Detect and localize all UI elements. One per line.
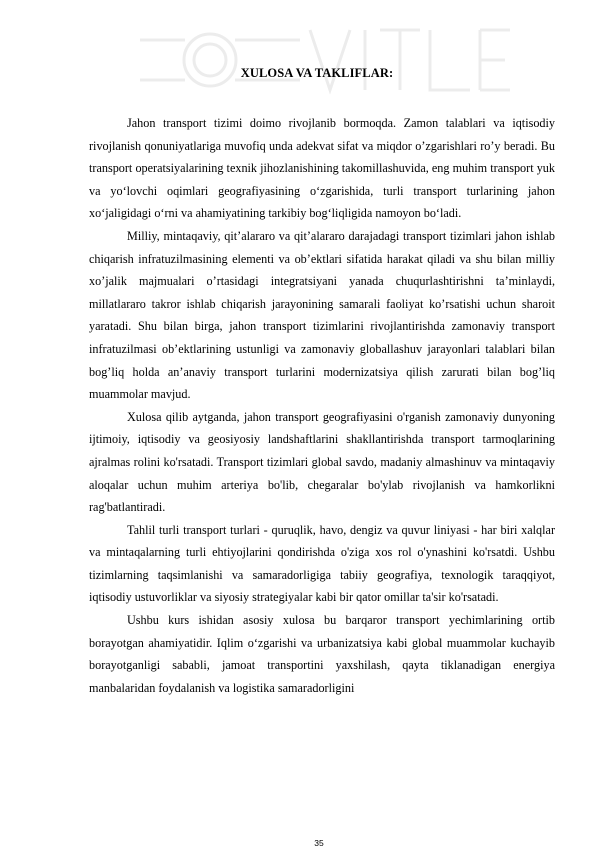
page-number: 35: [314, 838, 324, 848]
section-title: XULOSA VA TAKLIFLAR:: [240, 66, 394, 80]
paragraph: Milliy, mintaqaviy, qit’alararo va qit’alararo darajadagi transport tizimlari jahon ishlab chiqarish infratuzilmasining elementi va ob’ektlari sifatida harakat qiladi va shu bilan milliy xo’jalik majmualari o’rtasidagi integratsiyani yanada chuqurlashtirishni ta’minlaydi, millatlararo takror ishlab chiqarish jarayonining samarali faoliyat ko’rsatishi uchun sharoit yaratadi. Shu bilan birga, jahon transport tizimlarini rivojlantirishda zamonaviy transport infratuzilmasi ob’ektlarining ustunligi va zamonaviy globallashuv jarayonlari talablari bilan bog’liq holda an’anaviy transport turlarini modernizatsiya qilish zarurati bilan bog’liq muammolar mavjud.: [89, 228, 555, 402]
body-text: [89, 112, 555, 699]
paragraph: Xulosa qilib aytganda, jahon transport geografiyasini o'rganish zamonaviy dunyoning ijtimoiy, iqtisodiy va geosiyosiy landshaftlarini shakllantirishda transport tarmoqlarining ajralmas rolini ko'rsatadi. Transport tizimlari global savdo, madaniy almashinuv va mintaqaviy aloqalar uchun muhim arteriya bo'lib, chegaralar bo'ylab rivojlanish va hamkorlikni rag'batlantiradi.: [89, 409, 555, 515]
paragraph: Ushbu kurs ishidan asosiy xulosa bu barqaror transport yechimlarining ortib borayotgan ahamiyatidir. Iqlim o‘zgarishi va urbanizatsiya kabi global muammolar kuchayib borayotganligi sababli, jamoat transportini yaxshilash, qayta tiklanadigan energiya manbalaridan foydalanish va logistika samaradorligini: [89, 613, 555, 695]
paragraph: Tahlil turli transport turlari - quruqlik, havo, dengiz va quvur liniyasi - har biri xalqlar va mintaqalarning turli ehtiyojlarini qondirishda o'ziga xos rol o'ynashini ko'rsatdi. Ushbu tizimlarning taqsimlanishi va samaradorligiga tabiiy geografiya, texnologik taraqqiyot, iqtisodiy ustuvorliklar va siyosiy strategiyalar kabi bir qator omillar ta'sir ko'rsatadi.: [89, 522, 555, 605]
paragraph: Jahon transport tizimi doimo rivojlanib bormoqda. Zamon talablari va iqtisodiy rivojlanish qonuniyatlariga muvofiq unda adekvat sifat va miqdor o’zgarishlari ro’y beradi. Bu transport operatsiyalarining texnik jihozlanishining takomillashuvida, eng muhim transport yuk va yo‘lovchi oqimlari geografiyasining o‘zgarishida, turli transport turlarining jahon xo‘jaligidagi o‘rni va ahamiyatining tarkibiy bog‘liqligida namoyon bo‘ladi.: [89, 116, 555, 221]
